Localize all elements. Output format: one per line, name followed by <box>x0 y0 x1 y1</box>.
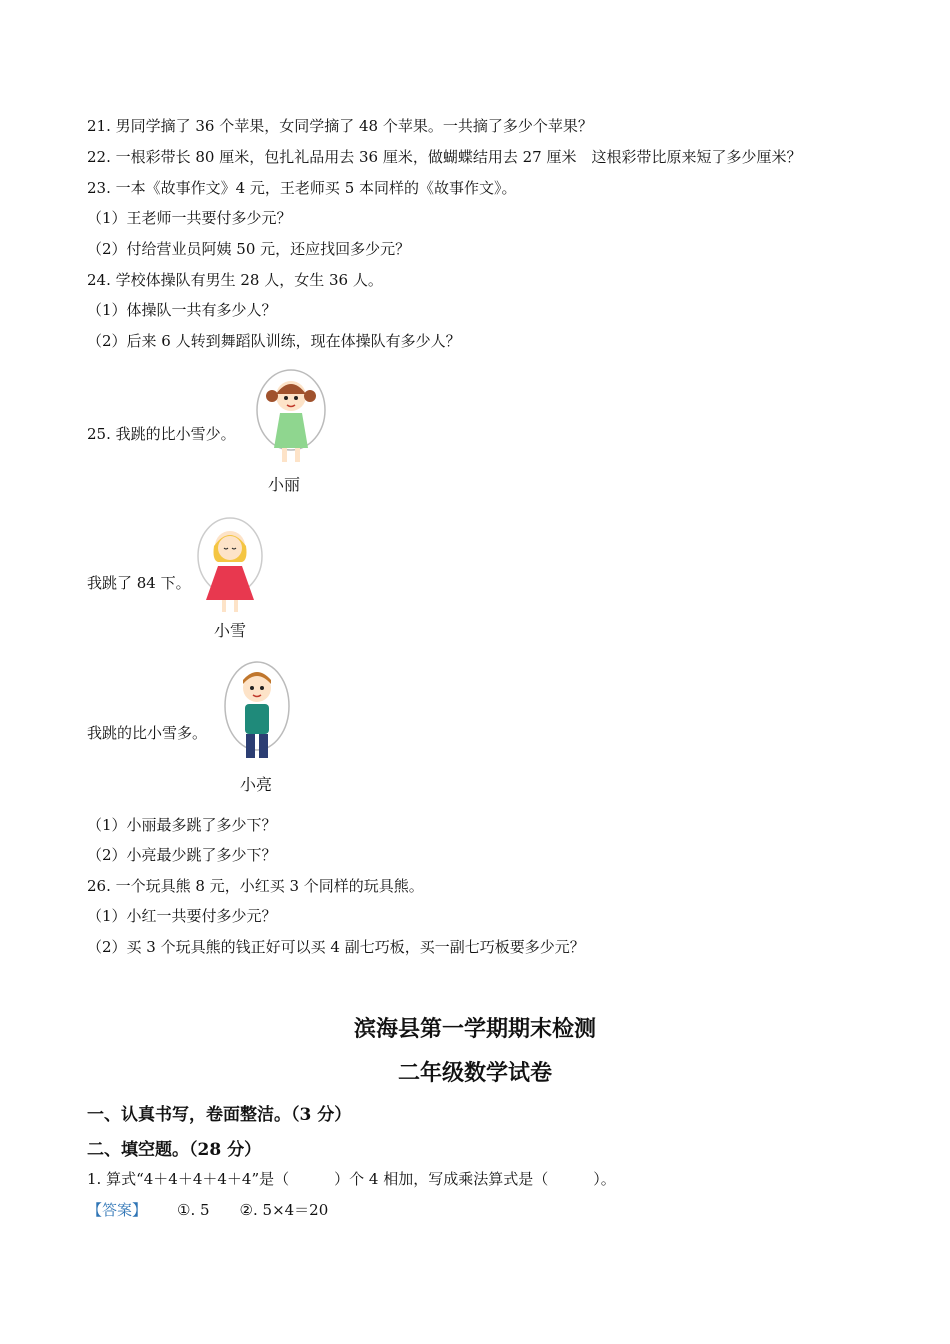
girl-li-illustration <box>250 368 332 468</box>
xiaoxue-statement: 我跳了 84 下。 <box>87 574 191 592</box>
question-26: 26. 一个玩具熊 8 元，小红买 3 个同样的玩具熊。 <box>87 877 424 895</box>
question-25: 25. 我跳的比小雪少。 <box>87 425 236 443</box>
question-22: 22. 一根彩带长 80 厘米，包扎礼品用去 36 厘米，做蝴蝶结用去 27 厘米 这根彩带比原来短了多少厘米？ <box>87 148 802 166</box>
question-26-part-1: （1）小红一共要付多少元？ <box>87 907 277 925</box>
question-26-part-2: （2）买 3 个玩具熊的钱正好可以买 4 副七巧板，买一副七巧板要多少元？ <box>87 938 585 956</box>
question-25-part-2: （2）小亮最少跳了多少下？ <box>87 846 277 864</box>
question-23: 23. 一本《故事作文》4 元，王老师买 5 本同样的《故事作文》。 <box>87 179 517 197</box>
answer-2: ②. 5×4＝20 <box>239 1201 329 1219</box>
girl-xue-illustration <box>192 516 268 616</box>
section-2-heading: 二、填空题。（28 分） <box>87 1140 262 1160</box>
question-23-part-1: （1）王老师一共要付多少元？ <box>87 209 292 227</box>
question-24-part-2: （2）后来 6 人转到舞蹈队训练，现在体操队有多少人？ <box>87 332 461 350</box>
question-23-part-2: （2）付给营业员阿姨 50 元，还应找回多少元？ <box>87 240 411 258</box>
question-25-part-1: （1）小丽最多跳了多少下？ <box>87 816 277 834</box>
exam-subtitle: 二年级数学试卷 <box>397 1060 552 1086</box>
answer-line <box>87 1200 358 1220</box>
caption-xiaoli: 小丽 <box>268 475 301 494</box>
caption-xiaoliang: 小亮 <box>240 775 273 794</box>
xiaoliang-statement: 我跳的比小雪多。 <box>87 724 208 742</box>
question-24-part-1: （1）体操队一共有多少人？ <box>87 301 277 319</box>
question-21: 21. 男同学摘了 36 个苹果，女同学摘了 48 个苹果。一共摘了多少个苹果？ <box>87 117 593 135</box>
boy-liang-illustration <box>220 660 294 770</box>
exam-title: 滨海县第一学期期末检测 <box>353 1016 596 1042</box>
question-24: 24. 学校体操队有男生 28 人，女生 36 人。 <box>87 271 383 289</box>
section-1-heading: 一、认真书写，卷面整洁。（3 分） <box>87 1105 352 1125</box>
fill-question-1: 1. 算式“4＋4＋4＋4＋4”是（ ）个 4 相加，写成乘法算式是（ ）。 <box>87 1170 616 1188</box>
answer-1: ①. 5 <box>177 1201 210 1219</box>
answer-label: 【答案】 <box>87 1201 148 1219</box>
caption-xiaoxue: 小雪 <box>214 621 247 640</box>
